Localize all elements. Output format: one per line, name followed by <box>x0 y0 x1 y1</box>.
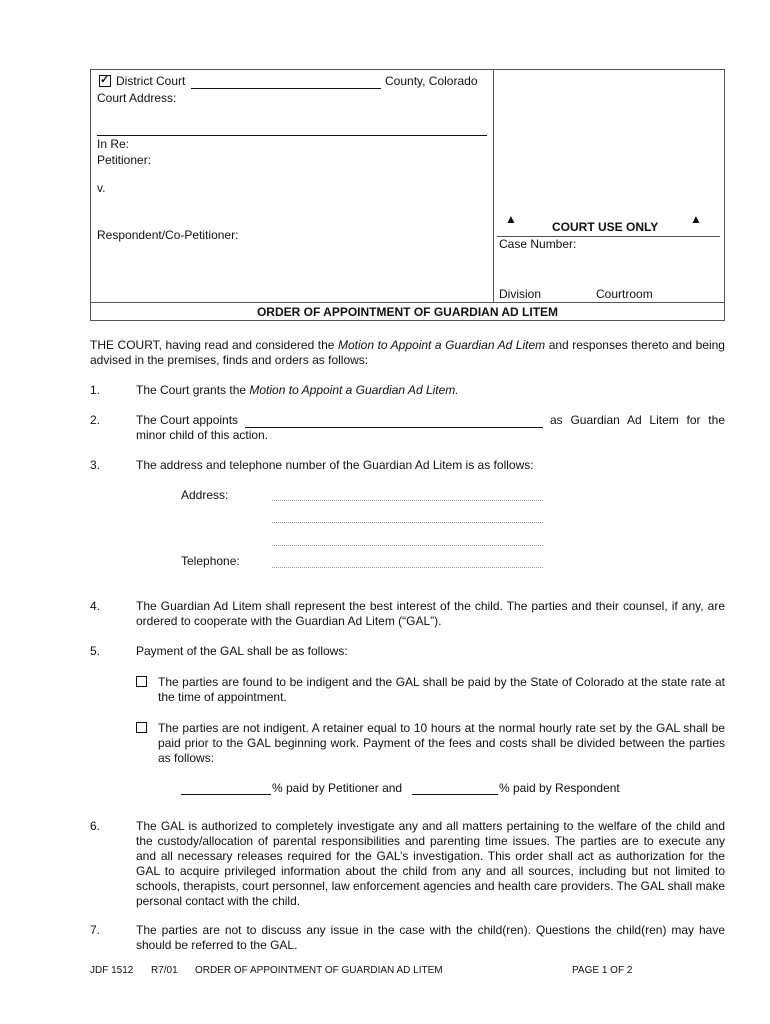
address-line-1[interactable] <box>272 500 543 501</box>
telephone-label: Telephone: <box>181 554 240 568</box>
district-court-checkbox[interactable] <box>99 75 111 87</box>
in-re-label: In Re: <box>97 137 130 151</box>
item-5-text: Payment of the GAL shall be as follows: <box>136 644 348 658</box>
caption-box <box>90 69 725 321</box>
item-3-text: The address and telephone number of the Guardian Ad Litem is as follows: <box>136 458 534 472</box>
county-name-line[interactable] <box>191 88 381 89</box>
item-number: 6. <box>90 819 101 833</box>
item-4-text: The Guardian Ad Litem shall represent the best interest of the child. The parties and their counsel, if any, are ordered to cooperate with the Guardian Ad Litem (“GAL”). <box>136 599 725 628</box>
triangle-icon: ▲ <box>505 212 517 226</box>
item-1-text: The Court grants the Motion to Appoint a Guardian Ad Litem. <box>136 383 459 397</box>
item-number: 3. <box>90 458 101 472</box>
footer-page-number: PAGE 1 OF 2 <box>572 965 633 976</box>
footer-form-id: JDF 1512 <box>90 965 134 976</box>
intro-paragraph: THE COURT, having read and considered the Motion to Appoint a Guardian Ad Litem and responses thereto and being advised in the premises, finds and orders as follows: <box>90 338 725 367</box>
item-2-text: The Court appoints <box>136 413 239 427</box>
address-label: Address: <box>181 488 229 502</box>
case-number-label: Case Number: <box>499 237 577 251</box>
district-court-label: District Court <box>116 74 186 88</box>
item-2-line2: minor child of this action. <box>136 428 269 442</box>
gal-name-line[interactable] <box>245 427 543 428</box>
triangle-icon: ▲ <box>690 212 702 226</box>
item-number: 5. <box>90 644 101 658</box>
court-use-only-label: COURT USE ONLY <box>552 220 659 234</box>
respondent-percent-line[interactable] <box>412 794 498 795</box>
address-line-3[interactable] <box>272 545 543 546</box>
item-number: 1. <box>90 383 101 397</box>
court-address-line[interactable] <box>97 135 487 136</box>
petitioner-percent-label: % paid by Petitioner and <box>272 781 403 795</box>
footer-revision: R7/01 <box>151 965 178 976</box>
item-6-text: The GAL is authorized to completely investigate any and all matters pertaining to the welfare of the child and the custody/allocation of parental responsibilities and parenting time issues. The parties are to execute any and all necessary releases required for the GAL’s investigation. This order shall act as authorization for the GAL to acquire privileged information about the child from any and all sources, including but not limited to schools, therapists, court personnel, law enforcement agencies and health care providers. The GAL shall make personal contact with the child. <box>136 819 725 908</box>
item-number: 4. <box>90 599 101 613</box>
item-7-text: The parties are not to discuss any issue in the case with the child(ren). Questions the child(ren) may have should be referred to the GAL. <box>136 923 725 952</box>
title-divider <box>90 302 725 303</box>
checkbox-icon <box>136 722 147 733</box>
court-address-label: Court Address: <box>97 91 177 105</box>
item-number: 7. <box>90 923 101 937</box>
item-number: 2. <box>90 413 101 427</box>
courtroom-label: Courtroom <box>596 287 653 301</box>
county-label: County, Colorado <box>385 74 478 88</box>
respondent-label: Respondent/Co-Petitioner: <box>97 228 239 242</box>
respondent-percent-label: % paid by Respondent <box>499 781 620 795</box>
division-label: Division <box>499 287 542 301</box>
petitioner-label: Petitioner: <box>97 153 152 167</box>
checkmark-icon: ✓ <box>100 74 110 86</box>
item-2-text-end: as Guardian Ad Litem for the <box>550 413 725 427</box>
petitioner-percent-line[interactable] <box>181 794 271 795</box>
indigent-option-text: The parties are found to be indigent and the GAL shall be paid by the State of Colorado at the state rate at the time of appointment. <box>158 675 725 704</box>
telephone-line[interactable] <box>272 567 543 568</box>
document-title: ORDER OF APPOINTMENT OF GUARDIAN AD LITEM <box>256 305 559 319</box>
versus-label: v. <box>97 181 106 195</box>
not-indigent-option-text: The parties are not indigent. A retainer equal to 10 hours at the normal hourly rate set by the GAL shall be paid prior to the GAL beginning work. Payment of the fees and costs shall be divided between the parties as follows: <box>158 721 725 765</box>
address-line-2[interactable] <box>272 522 543 523</box>
not-indigent-checkbox[interactable] <box>136 721 153 735</box>
footer-form-title: ORDER OF APPOINTMENT OF GUARDIAN AD LITEM <box>195 965 443 976</box>
checkbox-icon <box>136 676 147 687</box>
indigent-checkbox[interactable] <box>136 675 153 689</box>
caption-divider <box>493 69 494 303</box>
